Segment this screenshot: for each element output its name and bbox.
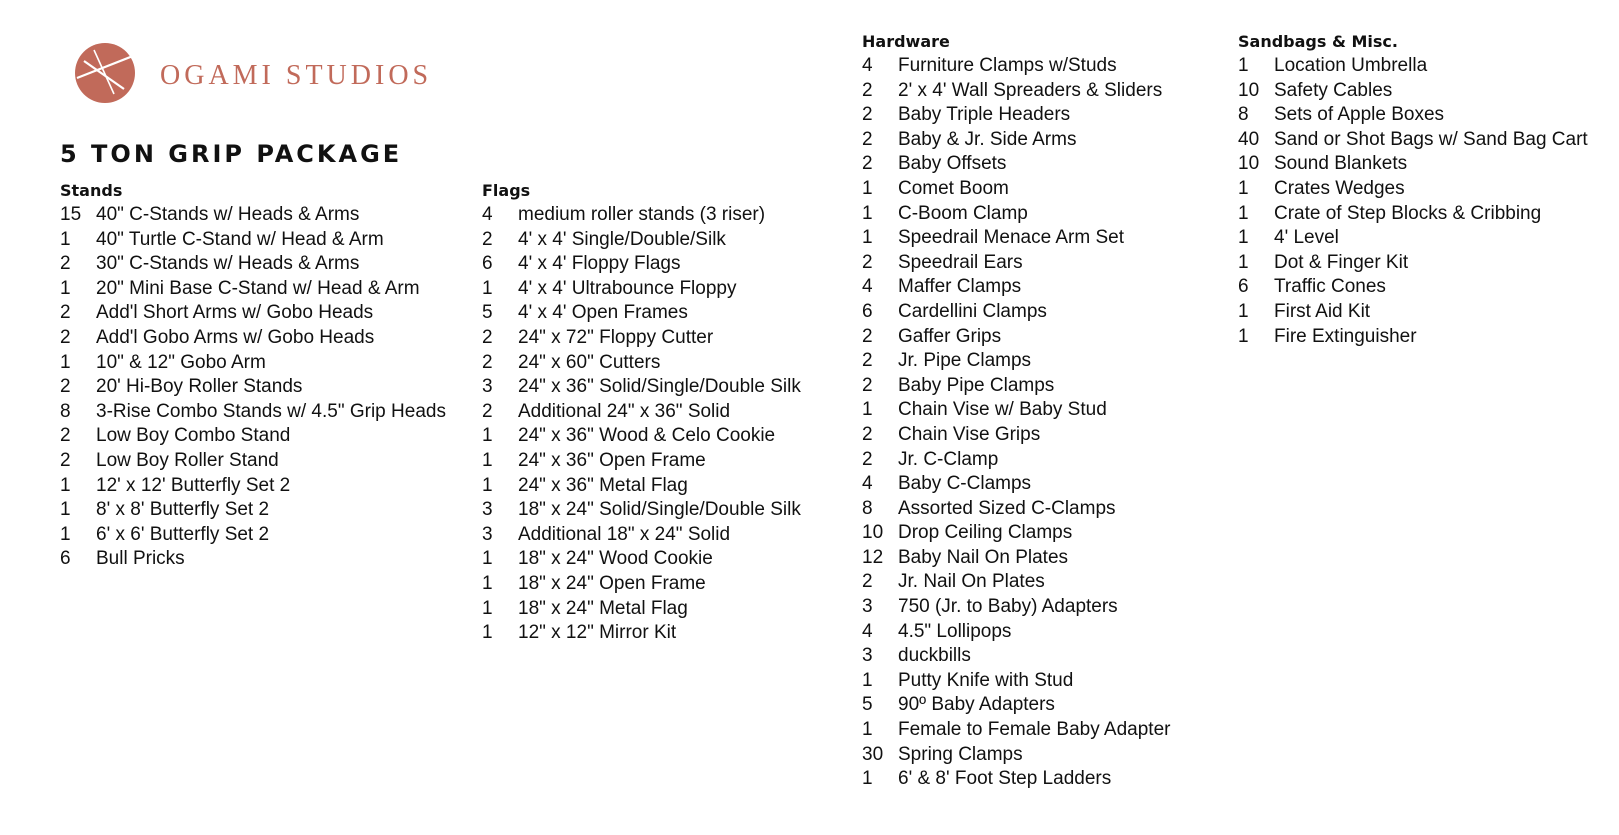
item-quantity: 2 (60, 376, 71, 398)
item-name: 4' x 4' Open Frames (518, 302, 688, 324)
item-name: Sound Blankets (1274, 153, 1408, 175)
list-item (482, 375, 801, 400)
list-item (862, 275, 1170, 300)
item-name: medium roller stands (3 riser) (518, 204, 766, 225)
list-item (482, 523, 801, 548)
item-quantity: 6 (862, 300, 873, 322)
item-quantity: 2 (862, 153, 873, 175)
item-name: Baby Nail On Plates (898, 546, 1069, 568)
list-item (862, 202, 1170, 227)
stands-section (60, 179, 446, 572)
item-quantity: 1 (1238, 325, 1249, 347)
list-item (862, 595, 1170, 620)
item-name: Add'l Gobo Arms w/ Gobo Heads (96, 326, 375, 348)
item-name: 40" Turtle C-Stand w/ Head & Arm (96, 228, 384, 250)
list-item (1238, 202, 1588, 227)
list-item (862, 152, 1170, 177)
item-name: Gaffer Grips (898, 325, 1002, 347)
sandbags-section (1238, 30, 1588, 349)
list-item (862, 54, 1170, 79)
list-item (862, 620, 1170, 645)
item-quantity: 1 (862, 399, 873, 421)
list-item (1238, 152, 1588, 177)
item-quantity: 1 (482, 474, 493, 496)
item-quantity: 2 (482, 351, 493, 373)
item-quantity: 1 (482, 449, 493, 471)
list-item (482, 228, 801, 253)
list-item (862, 448, 1170, 473)
list-item (862, 423, 1170, 448)
item-name: 750 (Jr. to Baby) Adapters (898, 596, 1118, 618)
item-name: Baby C-Clamps (898, 473, 1032, 495)
list-item (60, 498, 446, 523)
item-name: Fire Extinguisher (1274, 325, 1417, 347)
item-name: Additional 24" x 36" Solid (518, 400, 731, 422)
item-quantity: 1 (1238, 202, 1249, 224)
item-quantity: 1 (1238, 300, 1249, 322)
list-item (862, 325, 1170, 350)
item-quantity: 2 (862, 374, 873, 396)
item-name: Furniture Clamps w/Studs (898, 55, 1117, 76)
item-name: 18" x 24" Open Frame (518, 572, 706, 594)
list-item (1238, 103, 1588, 128)
item-name: 4' x 4' Floppy Flags (518, 253, 681, 275)
item-name: 24" x 36" Wood & Celo Cookie (518, 425, 776, 447)
list-item (862, 79, 1170, 104)
item-quantity: 6 (482, 253, 493, 275)
list-item (1238, 177, 1588, 202)
item-name: Maffer Clamps (898, 276, 1022, 298)
list-item (862, 103, 1170, 128)
list-item (482, 621, 801, 646)
list-item (1238, 54, 1588, 79)
item-name: 12' x 12' Butterfly Set 2 (96, 474, 291, 496)
item-quantity: 10 (1238, 153, 1260, 175)
list-item (862, 669, 1170, 694)
list-item (60, 400, 446, 425)
item-name: Safety Cables (1274, 79, 1393, 101)
item-name: Crate of Step Blocks & Cribbing (1274, 202, 1542, 224)
item-quantity: 2 (482, 400, 493, 422)
list-item (1238, 226, 1588, 251)
item-quantity: 2 (60, 302, 71, 324)
item-name: 24" x 36" Open Frame (518, 449, 706, 471)
item-quantity: 4 (862, 620, 873, 642)
list-item (862, 177, 1170, 202)
item-name: Additional 18" x 24" Solid (518, 523, 731, 545)
item-name: Jr. C-Clamp (898, 448, 999, 470)
item-quantity: 1 (482, 572, 493, 594)
item-name: 4' Level (1274, 227, 1339, 249)
item-name: 20' Hi-Boy Roller Stands (96, 376, 303, 398)
list-item (482, 424, 801, 449)
item-name: Baby Pipe Clamps (898, 374, 1055, 396)
list-item (862, 546, 1170, 571)
item-quantity: 10 (1238, 79, 1260, 101)
item-quantity: 8 (1238, 104, 1249, 126)
brand-name: OGAMI STUDIOS (160, 60, 433, 91)
item-quantity: 1 (862, 719, 873, 741)
item-quantity: 1 (482, 548, 493, 570)
list-item (60, 424, 446, 449)
item-quantity: 1 (862, 669, 873, 691)
item-name: Sets of Apple Boxes (1274, 104, 1445, 126)
item-name: Chain Vise w/ Baby Stud (898, 399, 1107, 421)
item-name: 3-Rise Combo Stands w/ 4.5" Grip Heads (96, 400, 446, 422)
item-name: Crates Wedges (1274, 177, 1405, 199)
item-name: Drop Ceiling Clamps (898, 522, 1073, 544)
item-name: 8' x 8' Butterfly Set 2 (96, 499, 270, 521)
item-quantity: 5 (482, 302, 493, 324)
page-title: 5 TON GRIP PACKAGE (60, 140, 403, 168)
item-quantity: 2 (862, 104, 873, 126)
list-item (60, 203, 446, 228)
list-item (862, 128, 1170, 153)
item-name: Assorted Sized C-Clamps (898, 497, 1116, 519)
item-quantity: 4 (862, 55, 873, 76)
item-quantity: 3 (482, 376, 493, 398)
item-quantity: 1 (482, 622, 493, 644)
list-item (60, 449, 446, 474)
list-item (482, 400, 801, 425)
list-item (60, 547, 446, 572)
item-list (862, 54, 1170, 792)
item-name: First Aid Kit (1274, 300, 1371, 322)
list-item (862, 743, 1170, 768)
item-quantity: 1 (60, 523, 71, 545)
item-name: Comet Boom (898, 177, 1009, 199)
list-item (862, 497, 1170, 522)
list-item (862, 374, 1170, 399)
item-quantity: 3 (482, 499, 493, 521)
list-item (482, 203, 801, 228)
item-quantity: 1 (60, 351, 71, 373)
list-item (862, 300, 1170, 325)
list-item (60, 375, 446, 400)
item-quantity: 1 (862, 202, 873, 224)
item-quantity: 40 (1238, 128, 1260, 150)
item-quantity: 1 (862, 227, 873, 249)
item-name: 18" x 24" Solid/Single/Double Silk (518, 499, 801, 521)
item-quantity: 1 (60, 228, 71, 250)
section-heading: Stands (60, 181, 123, 200)
item-quantity: 10 (862, 522, 884, 544)
list-item (482, 252, 801, 277)
item-quantity: 6 (1238, 276, 1249, 298)
list-item (60, 252, 446, 277)
list-item (862, 226, 1170, 251)
list-item (1238, 128, 1588, 153)
list-item (862, 521, 1170, 546)
hardware-section (862, 30, 1170, 792)
item-quantity: 4 (862, 276, 873, 298)
item-name: 90º Baby Adapters (898, 694, 1055, 716)
list-item (482, 277, 801, 302)
list-item (862, 718, 1170, 743)
list-item (862, 767, 1170, 792)
item-name: Low Boy Roller Stand (96, 449, 279, 471)
item-name: 4' x 4' Single/Double/Silk (518, 228, 726, 250)
item-name: 30" C-Stands w/ Heads & Arms (96, 253, 360, 275)
list-item (60, 301, 446, 326)
item-quantity: 1 (482, 425, 493, 447)
list-item (1238, 251, 1588, 276)
list-item (482, 326, 801, 351)
item-name: Bull Pricks (96, 548, 185, 570)
item-name: Cardellini Clamps (898, 300, 1047, 322)
ogami-logo-icon (74, 42, 136, 104)
list-item (482, 547, 801, 572)
list-item (482, 449, 801, 474)
item-name: Jr. Pipe Clamps (898, 350, 1032, 372)
item-name: Female to Female Baby Adapter (898, 719, 1171, 741)
list-item (862, 472, 1170, 497)
list-item (60, 523, 446, 548)
logo (74, 42, 432, 104)
item-list (60, 203, 446, 572)
list-item (482, 474, 801, 499)
item-name: 6' x 6' Butterfly Set 2 (96, 523, 270, 545)
item-name: C-Boom Clamp (898, 202, 1028, 224)
list-item (482, 597, 801, 622)
item-quantity: 1 (862, 177, 873, 199)
item-quantity: 15 (60, 204, 82, 225)
item-quantity: 2 (862, 251, 873, 273)
section-heading: Hardware (862, 32, 950, 51)
item-name: 18" x 24" Wood Cookie (518, 548, 713, 570)
list-item (60, 228, 446, 253)
item-quantity: 4 (482, 204, 493, 225)
item-quantity: 12 (862, 546, 884, 568)
section-heading: Flags (482, 181, 531, 200)
item-quantity: 2 (862, 325, 873, 347)
item-quantity: 2 (60, 253, 71, 275)
section-heading: Sandbags & Misc. (1238, 32, 1398, 51)
list-item (482, 498, 801, 523)
item-name: 6' & 8' Foot Step Ladders (898, 768, 1112, 790)
item-list (482, 203, 801, 646)
item-name: 4' x 4' Ultrabounce Floppy (518, 277, 737, 299)
item-name: Baby Offsets (898, 153, 1007, 175)
item-name: Spring Clamps (898, 743, 1023, 765)
list-item (60, 326, 446, 351)
item-name: 24" x 36" Solid/Single/Double Silk (518, 376, 801, 398)
item-name: Baby Triple Headers (898, 104, 1071, 126)
item-quantity: 2 (862, 448, 873, 470)
item-name: Traffic Cones (1274, 276, 1386, 298)
item-quantity: 1 (482, 277, 493, 299)
list-item (862, 251, 1170, 276)
item-name: Low Boy Combo Stand (96, 425, 291, 447)
item-list (1238, 54, 1588, 349)
list-item (1238, 300, 1588, 325)
item-name: Putty Knife with Stud (898, 669, 1074, 691)
list-item (1238, 79, 1588, 104)
item-name: Location Umbrella (1274, 55, 1428, 76)
list-item (1238, 275, 1588, 300)
list-item (862, 398, 1170, 423)
item-name: 18" x 24" Metal Flag (518, 597, 688, 619)
item-name: Dot & Finger Kit (1274, 251, 1409, 273)
item-quantity: 2 (862, 423, 873, 445)
item-quantity: 4 (862, 473, 873, 495)
list-item (1238, 325, 1588, 350)
item-quantity: 3 (862, 596, 873, 618)
item-quantity: 3 (482, 523, 493, 545)
list-item (482, 301, 801, 326)
item-quantity: 8 (60, 400, 71, 422)
item-quantity: 1 (1238, 227, 1249, 249)
item-quantity: 1 (1238, 55, 1249, 76)
item-quantity: 1 (60, 277, 71, 299)
item-quantity: 2 (862, 350, 873, 372)
item-name: 20" Mini Base C-Stand w/ Head & Arm (96, 277, 420, 299)
item-name: 12" x 12" Mirror Kit (518, 622, 677, 644)
list-item (862, 693, 1170, 718)
list-item (60, 351, 446, 376)
flags-section (482, 179, 801, 646)
item-name: Add'l Short Arms w/ Gobo Heads (96, 302, 374, 324)
item-quantity: 5 (862, 694, 873, 716)
item-quantity: 30 (862, 743, 884, 765)
item-quantity: 2 (862, 79, 873, 101)
item-name: Jr. Nail On Plates (898, 571, 1045, 593)
item-quantity: 6 (60, 548, 71, 570)
item-name: 4.5" Lollipops (898, 620, 1012, 642)
item-quantity: 2 (60, 449, 71, 471)
item-name: Chain Vise Grips (898, 423, 1041, 445)
item-name: Speedrail Menace Arm Set (898, 227, 1125, 249)
list-item (862, 570, 1170, 595)
item-name: duckbills (898, 645, 971, 667)
item-quantity: 2 (862, 128, 873, 150)
item-quantity: 1 (60, 474, 71, 496)
item-quantity: 2 (60, 425, 71, 447)
item-name: 40" C-Stands w/ Heads & Arms (96, 204, 360, 225)
list-item (60, 474, 446, 499)
list-item (862, 349, 1170, 374)
item-quantity: 1 (1238, 177, 1249, 199)
item-name: 2' x 4' Wall Spreaders & Sliders (898, 79, 1163, 101)
item-quantity: 1 (862, 768, 873, 790)
item-name: 24" x 72" Floppy Cutter (518, 326, 714, 348)
item-name: 24" x 36" Metal Flag (518, 474, 688, 496)
item-name: 10" & 12" Gobo Arm (96, 351, 266, 373)
item-quantity: 2 (482, 228, 493, 250)
item-quantity: 8 (862, 497, 873, 519)
list-item (482, 351, 801, 376)
item-name: 24" x 60" Cutters (518, 351, 661, 373)
item-name: Baby & Jr. Side Arms (898, 128, 1077, 150)
list-item (862, 644, 1170, 669)
item-quantity: 2 (482, 326, 493, 348)
list-item (60, 277, 446, 302)
item-quantity: 1 (1238, 251, 1249, 273)
item-name: Speedrail Ears (898, 251, 1023, 273)
item-quantity: 1 (482, 597, 493, 619)
item-quantity: 1 (60, 499, 71, 521)
item-quantity: 3 (862, 645, 873, 667)
item-name: Sand or Shot Bags w/ Sand Bag Cart (1274, 128, 1588, 150)
item-quantity: 2 (60, 326, 71, 348)
list-item (482, 572, 801, 597)
item-quantity: 2 (862, 571, 873, 593)
